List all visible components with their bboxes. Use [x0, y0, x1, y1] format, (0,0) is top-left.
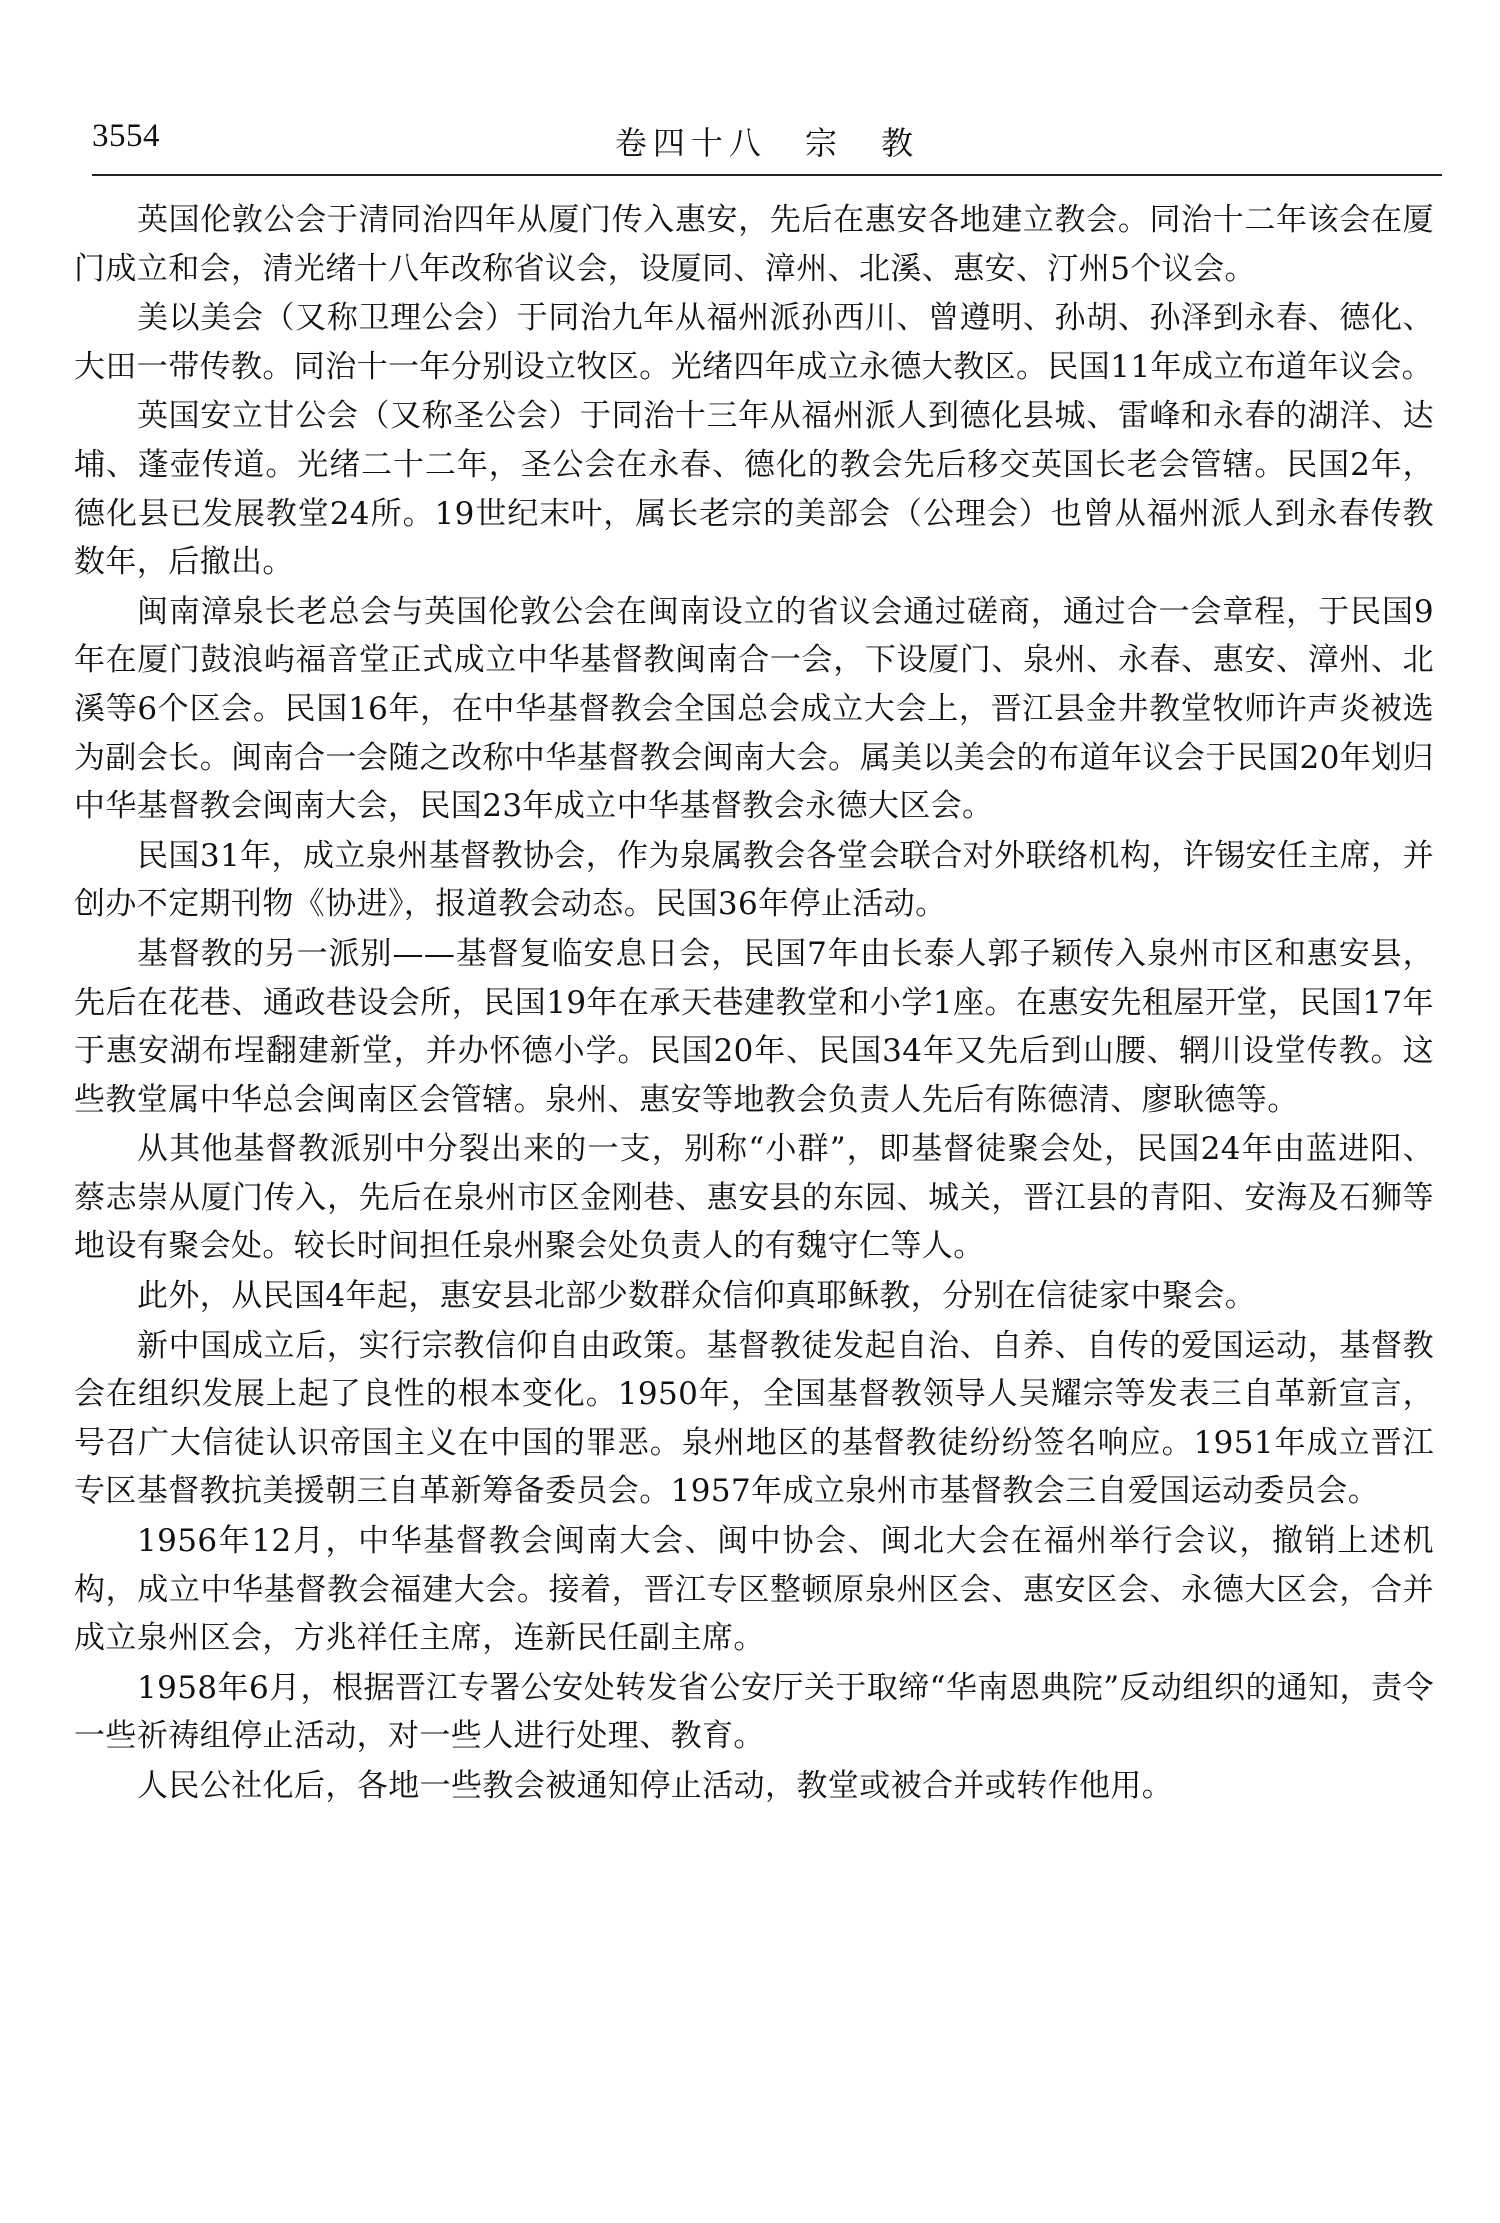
page-header [92, 112, 1442, 176]
paragraph: 英国安立甘公会（又称圣公会）于同治十三年从福州派人到德化县城、雷峰和永春的湖洋、达埔、蓬壶传道。光绪二十二年，圣公会在永春、德化的教会先后移交英国长老会管辖。民国2年，德化县已发展教堂24所。19世纪末叶，属长老宗的美部会（公理会）也曾从福州派人到永春传教数年，后撤出。 [74, 398, 1434, 581]
paragraph: 1958年6月，根据晋江专署公安处转发省公安厅关于取缔“华南恩典院”反动组织的通知，责令一些祈祷组停止活动，对一些人进行处理、教育。 [74, 1669, 1434, 1755]
paragraph: 从其他基督教派别中分裂出来的一支，别称“小群”，即基督徒聚会处，民国24年由蓝进阳、蔡志崇从厦门传入，先后在泉州市区金刚巷、惠安县的东园、城关，晋江县的青阳、安海及石狮等地设有聚会处。较长时间担任泉州聚会处负责人的有魏守仁等人。 [74, 1131, 1434, 1265]
paragraph: 此外，从民国4年起，惠安县北部少数群众信仰真耶稣教，分别在信徒家中聚会。 [137, 1278, 1257, 1315]
paragraph: 新中国成立后，实行宗教信仰自由政策。基督教徒发起自治、自养、自传的爱国运动，基督教会在组织发展上起了良性的根本变化。1950年，全国基督教领导人吴耀宗等发表三自革新宣言，号召广大信徒认识帝国主义在中国的罪恶。泉州地区的基督教徒纷纷签名响应。1951年成立晋江专区基督教抗美援朝三自革新筹备委员会。1957年成立泉州市基督教会三自爱国运动委员会。 [74, 1327, 1434, 1510]
paragraph: 1956年12月，中华基督教会闽南大会、闽中协会、闽北大会在福州举行会议，撤销上述机构，成立中华基督教会福建大会。接着，晋江专区整顿原泉州区会、惠安区会、永德大区会，合并成立泉州区会，方兆祥任主席，连新民任副主席。 [74, 1523, 1434, 1657]
paragraph: 闽南漳泉长老总会与英国伦敦公会在闽南设立的省议会通过磋商，通过合一会章程，于民国9年在厦门鼓浪屿福音堂正式成立中华基督教闽南合一会，下设厦门、泉州、永春、惠安、漳州、北溪等6个区会。民国16年，在中华基督教会全国总会成立大会上，晋江县金井教堂牧师许声炎被选为副会长。闽南合一会随之改称中华基督教会闽南大会。属美以美会的布道年议会于民国20年划归中华基督教会闽南大会，民国23年成立中华基督教会永德大区会。 [74, 593, 1434, 825]
paragraph: 美以美会（又称卫理公会）于同治九年从福州派孙西川、曾遵明、孙胡、孙泽到永春、德化、大田一带传教。同治十一年分别设立牧区。光绪四年成立永德大教区。民国11年成立布道年议会。 [74, 300, 1434, 385]
page-number: 3554 [92, 118, 160, 154]
paragraph: 英国伦敦公会于清同治四年从厦门传入惠安，先后在惠安各地建立教会。同治十二年该会在厦门成立和会，清光绪十八年改称省议会，设厦同、漳州、北溪、惠安、汀州5个议会。 [74, 202, 1434, 287]
paragraph: 人民公社化后，各地一些教会被通知停止活动，教堂或被合并或转作他用。 [137, 1768, 1174, 1804]
body-text [74, 196, 1434, 1812]
paragraph: 民国31年，成立泉州基督教协会，作为泉属教会各堂会联合对外联络机构，许锡安任主席，并创办不定期刊物《协进》，报道教会动态。民国36年停止活动。 [74, 837, 1434, 923]
running-title: 卷四十八 宗 教 [614, 124, 920, 162]
paragraph: 基督教的另一派别——基督复临安息日会，民国7年由长泰人郭子颖传入泉州市区和惠安县，先后在花巷、通政巷设会所，民国19年在承天巷建教堂和小学1座。在惠安先租屋开堂，民国17年于惠安湖布埕翻建新堂，并办怀德小学。民国20年、民国34年又先后到山腰、辋川设堂传教。这些教堂属中华总会闽南区会管辖。泉州、惠安等地教会负责人先后有陈德清、廖耿德等。 [74, 935, 1434, 1118]
